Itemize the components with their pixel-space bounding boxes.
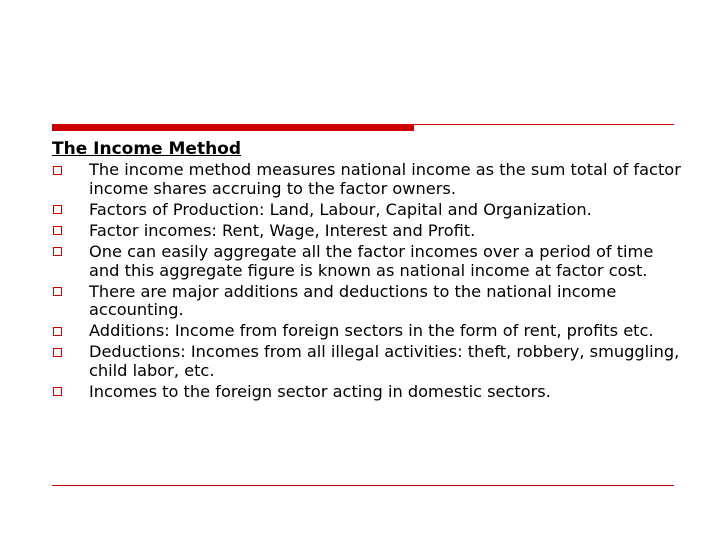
- square-bullet-icon: [53, 348, 62, 357]
- square-bullet-icon: [53, 327, 62, 336]
- list-item: [52, 243, 682, 280]
- bullet-list: [52, 161, 682, 401]
- square-bullet-icon: [53, 226, 62, 235]
- slide-title: The Income Method: [52, 139, 242, 159]
- square-bullet-icon: [53, 166, 62, 175]
- list-item-text: Factors of Production: Land, Labour, Capital and Organization.: [89, 199, 592, 219]
- list-item: [52, 343, 682, 380]
- list-item: [52, 283, 682, 320]
- top-accent-bar: [52, 124, 414, 131]
- list-item: [52, 222, 682, 241]
- slide-content: [52, 140, 682, 401]
- list-item: [52, 161, 682, 198]
- list-item: [52, 383, 682, 402]
- bottom-divider-line: [52, 485, 674, 486]
- list-item-text: The income method measures national income as the sum total of factor income shares accruing to the factor owners.: [89, 160, 681, 198]
- square-bullet-icon: [53, 387, 62, 396]
- list-item-text: Additions: Income from foreign sectors in the form of rent, profits etc.: [89, 321, 654, 341]
- list-item: [52, 201, 682, 220]
- square-bullet-icon: [53, 247, 62, 256]
- square-bullet-icon: [53, 287, 62, 296]
- list-item: [52, 322, 682, 341]
- list-item-text: Factor incomes: Rent, Wage, Interest and Profit.: [89, 220, 476, 240]
- square-bullet-icon: [53, 205, 62, 214]
- list-item-text: Incomes to the foreign sector acting in domestic sectors.: [89, 381, 551, 401]
- list-item-text: Deductions: Incomes from all illegal activities: theft, robbery, smuggling, child labor, etc.: [89, 342, 680, 380]
- top-divider-line: [414, 124, 674, 125]
- list-item-text: There are major additions and deductions to the national income accounting.: [89, 281, 617, 320]
- list-item-text: One can easily aggregate all the factor incomes over a period of time and this aggregate figure is known as national income at factor cost.: [89, 241, 654, 280]
